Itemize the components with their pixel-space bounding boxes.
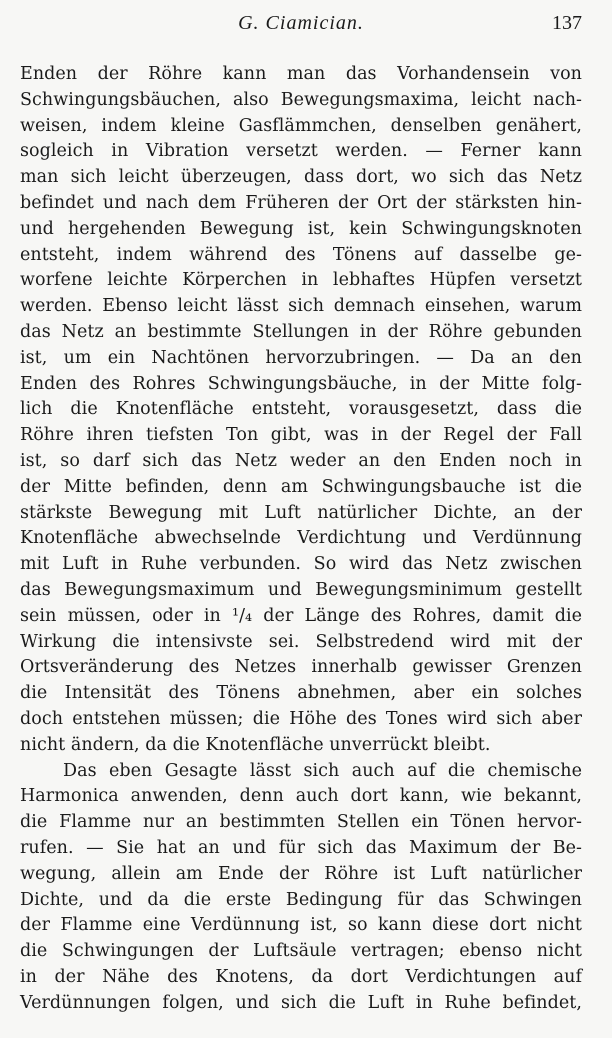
text-line: weisen, indem kleine Gasflämmchen, denselben genähert,: [20, 115, 582, 136]
text-line: doch entstehen müssen; die Höhe des Tones wird sich aber: [20, 708, 582, 729]
text-line: Enden des Rohres Schwingungsbäuche, in der Mitte folg-: [20, 373, 582, 394]
text-line: in der Nähe des Knotens, da dort Verdichtungen auf: [20, 966, 582, 987]
text-line: das Netz an bestimmte Stellungen in der Röhre gebunden: [20, 321, 582, 342]
text-line: ist, so darf sich das Netz weder an den Enden noch in: [20, 450, 582, 471]
text-line: der Mitte befinden, denn am Schwingungsbauche ist die: [20, 476, 582, 497]
paragraph-2: [20, 759, 582, 1017]
body-text: [20, 62, 582, 1016]
text-line: das Bewegungsmaximum und Bewegungsminimum gestellt: [20, 579, 582, 600]
text-line: entsteht, indem während des Tönens auf dasselbe ge-: [20, 244, 582, 265]
text-line: Ortsveränderung des Netzes innerhalb gewisser Grenzen: [20, 657, 582, 678]
text-line: Enden der Röhre kann man das Vorhandensein von: [20, 64, 582, 84]
text-line: Röhre ihren tiefsten Ton gibt, was in der Regel der Fall: [20, 425, 582, 446]
text-line: Schwingungsbäuchen, also Bewegungsmaxima, leicht nach-: [20, 89, 582, 110]
text-line: werden. Ebenso leicht lässt sich demnach einsehen, warum: [20, 296, 582, 317]
text-line: worfene leichte Körperchen in lebhaftes Hüpfen versetzt: [20, 270, 582, 291]
text-line: man sich leicht überzeugen, dass dort, wo sich das Netz: [20, 167, 582, 188]
text-line: und hergehenden Bewegung ist, kein Schwingungsknoten: [20, 218, 582, 239]
paragraph-1: [20, 62, 582, 759]
text-line: die Intensität des Tönens abnehmen, aber ein solches: [20, 683, 582, 704]
running-head: [20, 12, 582, 46]
text-line: mit Luft in Ruhe verbunden. So wird das Netz zwischen: [20, 554, 582, 575]
page-number: 137: [552, 12, 582, 34]
text-line: Knotenfläche abwechselnde Verdichtung und Verdünnung: [20, 528, 582, 549]
text-line: sogleich in Vibration versetzt werden. — Ferner kann: [20, 141, 582, 162]
text-line: stärkste Bewegung mit Luft natürlicher Dichte, an der: [20, 502, 582, 523]
text-line: wegung, allein am Ende der Röhre ist Luft natürlicher: [20, 863, 582, 884]
running-head-author: G. Ciamician.: [238, 12, 364, 34]
text-line: ist, um ein Nachtönen hervorzubringen. — Da an den: [20, 347, 582, 368]
text-line: der Flamme eine Verdünnung ist, so kann diese dort nicht: [20, 915, 582, 936]
text-line: Dichte, und da die erste Bedingung für das Schwingen: [20, 889, 582, 910]
text-line: nicht ändern, da die Knotenfläche unverrückt bleibt.: [20, 734, 491, 755]
text-line: Verdünnungen folgen, und sich die Luft in Ruhe befindet,: [20, 992, 582, 1013]
text-line: Das eben Gesagte lässt sich auch auf die chemische: [63, 760, 582, 781]
text-line: Wirkung die intensivste sei. Selbstredend wird mit der: [20, 631, 582, 652]
text-line: sein müssen, oder in ¹/₄ der Länge des Rohres, damit die: [20, 605, 582, 626]
text-line: lich die Knotenfläche entsteht, vorausgesetzt, dass die: [20, 399, 582, 420]
text-line: Harmonica anwenden, denn auch dort kann, wie bekannt,: [20, 786, 582, 807]
text-line: die Flamme nur an bestimmten Stellen ein Tönen hervor-: [20, 812, 582, 833]
text-line: befindet und nach dem Früheren der Ort der stärksten hin-: [20, 192, 582, 213]
text-line: rufen. — Sie hat an und für sich das Maximum der Be-: [20, 837, 582, 858]
text-line: die Schwingungen der Luftsäule vertragen; ebenso nicht: [20, 941, 582, 962]
